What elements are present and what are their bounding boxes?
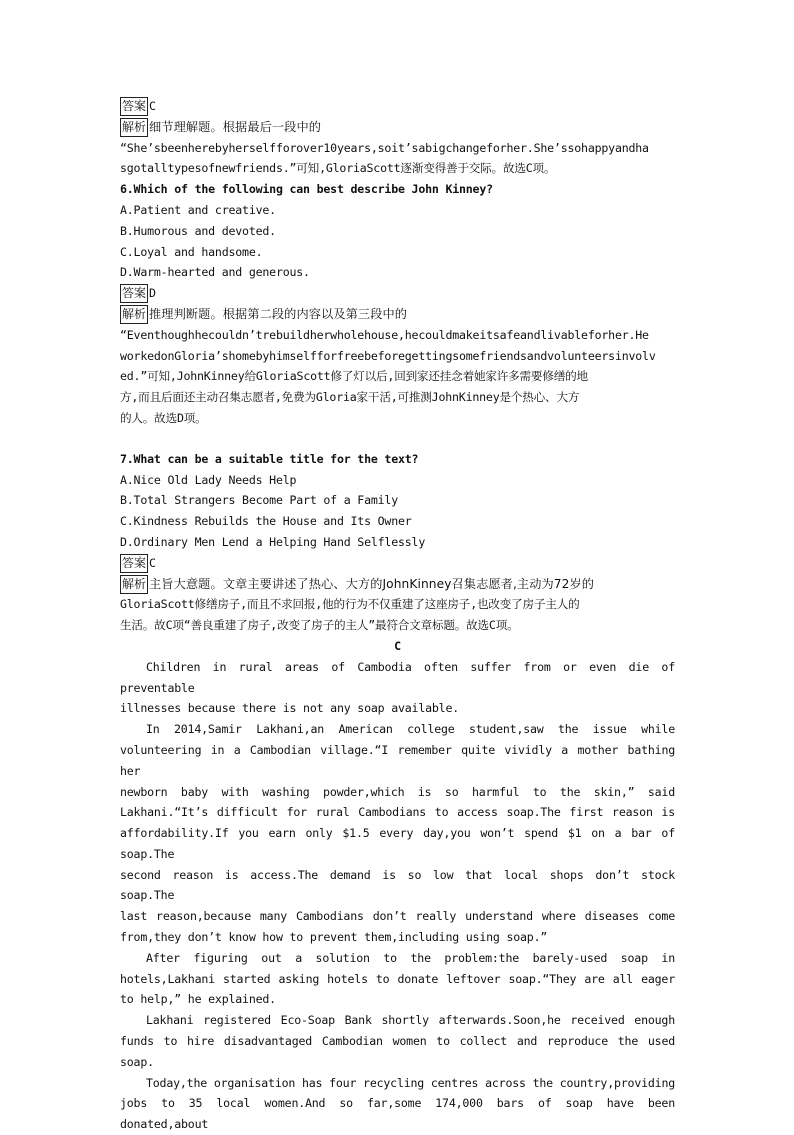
passage-line: from,they don’t know how to prevent them,including using soap.” <box>120 930 548 945</box>
passage-line: Lakhani registered Eco-Soap Bank shortly afterwards.Soon,he received enough <box>146 1013 675 1028</box>
section-heading: C <box>394 638 401 653</box>
q5-quote-line-2: sgotalltypesofnewfriends.”可知,GloriaScott逐渐变得善于交际。故选C项。 <box>120 161 556 176</box>
spacer <box>120 429 675 449</box>
passage-line: affordability.If you earn only $1.5 every day,you won’t spend $1 on a bar of soap.The <box>120 826 675 861</box>
passage-line: In 2014,Samir Lakhani,an American college student,saw the issue while <box>146 722 675 737</box>
passage-line: jobs to 35 local women.And so far,some 174,000 bars of soap have been donated,about <box>120 1096 675 1132</box>
q6-analysis-line-1: “Eventhoughhecouldn’trebuildherwholehouse,hecouldmakeitsafeandlivableforher.He <box>120 327 649 342</box>
q7-option-b: B.Total Strangers Become Part of a Family <box>120 493 398 508</box>
q7-analysis-line-1: GloriaScott修缮房子,而且不求回报,他的行为不仅重建了这座房子,也改变了房子主人的 <box>120 597 580 612</box>
passage-line: second reason is access.The demand is so low that local shops don’t stock soap.The <box>120 867 675 903</box>
q5-analysis-line <box>120 117 675 138</box>
q6-analysis-line-3: ed.”可知,JohnKinney给GloriaScott修了灯以后,回到家还挂念着她家许多需要修缮的地 <box>120 369 588 384</box>
passage-line: Today,the organisation has four recycling centres across the country,providing <box>146 1075 675 1090</box>
q7-analysis-line <box>120 574 675 595</box>
q6-analysis-line-5: 的人。故选D项。 <box>120 410 207 425</box>
q6-option-b: B.Humorous and devoted. <box>120 223 276 238</box>
passage-line: to help,” he explained. <box>120 992 276 1007</box>
passage-line: Lakhani.“It’s difficult for rural Cambodians to access soap.The first reason is <box>120 805 675 820</box>
passage-line: Children in rural areas of Cambodia often suffer from or even die of preventable <box>120 659 675 695</box>
passage-line: After figuring out a solution to the problem:the barely-used soap in <box>146 950 675 965</box>
passage-line: volunteering in a Cambodian village.“I remember quite vividly a mother bathing her <box>120 742 675 778</box>
q6-option-d: D.Warm-hearted and generous. <box>120 265 310 280</box>
q7-option-d: D.Ordinary Men Lend a Helping Hand Selflessly <box>120 534 426 549</box>
q6-answer: D <box>149 286 156 301</box>
passage-line: hotels,Lakhani started asking hotels to donate leftover soap.“They are all eager <box>120 971 675 986</box>
analysis-tag: 解析 <box>120 118 148 137</box>
q6-analysis-intro: 推理判断题。根据第二段的内容以及第三段中的 <box>149 306 408 321</box>
q6-question: 6.Which of the following can best describe John Kinney? <box>120 182 493 197</box>
q7-answer: C <box>149 555 156 570</box>
q6-answer-line <box>120 283 675 304</box>
q7-answer-line <box>120 553 675 574</box>
answer-tag: 答案 <box>120 284 148 303</box>
q5-analysis-intro: 细节理解题。根据最后一段中的 <box>149 119 322 134</box>
passage-line: funds to hire disadvantaged Cambodian women to collect and reproduce the used soap. <box>120 1034 675 1069</box>
q7-option-a: A.Nice Old Lady Needs Help <box>120 472 297 487</box>
q6-option-a: A.Patient and creative. <box>120 202 276 217</box>
q5-answer: C <box>149 99 156 113</box>
q7-question: 7.What can be a suitable title for the text? <box>120 451 419 466</box>
q6-analysis-line-2: workedonGloria’shomebyhimselfforfreebeforegettingsomefriendsandvolunteersinvolv <box>120 348 656 363</box>
q7-option-c: C.Kindness Rebuilds the House and Its Owner <box>120 514 412 529</box>
q6-analysis-line-4: 方,而且后面还主动召集志愿者,免费为Gloria家干活,可推测JohnKinney是个热心、大方 <box>120 390 580 405</box>
q6-analysis-line <box>120 304 675 325</box>
passage-line: newborn baby with washing powder,which is so harmful to the skin,” said <box>120 784 675 799</box>
passage-line: last reason,because many Cambodians don’t really understand where diseases come <box>120 909 675 924</box>
passage-line: illnesses because there is not any soap available. <box>120 701 460 716</box>
q5-quote-line-1: “She’sbeenherebyherselfforover10years,soit’sabigchangeforher.She’ssohappyandha <box>120 140 649 155</box>
q6-option-c: C.Loyal and handsome. <box>120 244 263 259</box>
q7-analysis-line-2: 生活。故C项“善良重建了房子,改变了房子的主人”最符合文章标题。故选C项。 <box>120 618 519 633</box>
answer-tag: 答案 <box>120 97 148 116</box>
document-page <box>120 96 675 1135</box>
answer-tag: 答案 <box>120 554 148 573</box>
analysis-tag: 解析 <box>120 575 148 594</box>
q5-answer-line <box>120 96 675 117</box>
q7-analysis-intro: 主旨大意题。文章主要讲述了热心、大方的JohnKinney召集志愿者,主动为72岁的 <box>149 576 595 591</box>
analysis-tag: 解析 <box>120 305 148 324</box>
